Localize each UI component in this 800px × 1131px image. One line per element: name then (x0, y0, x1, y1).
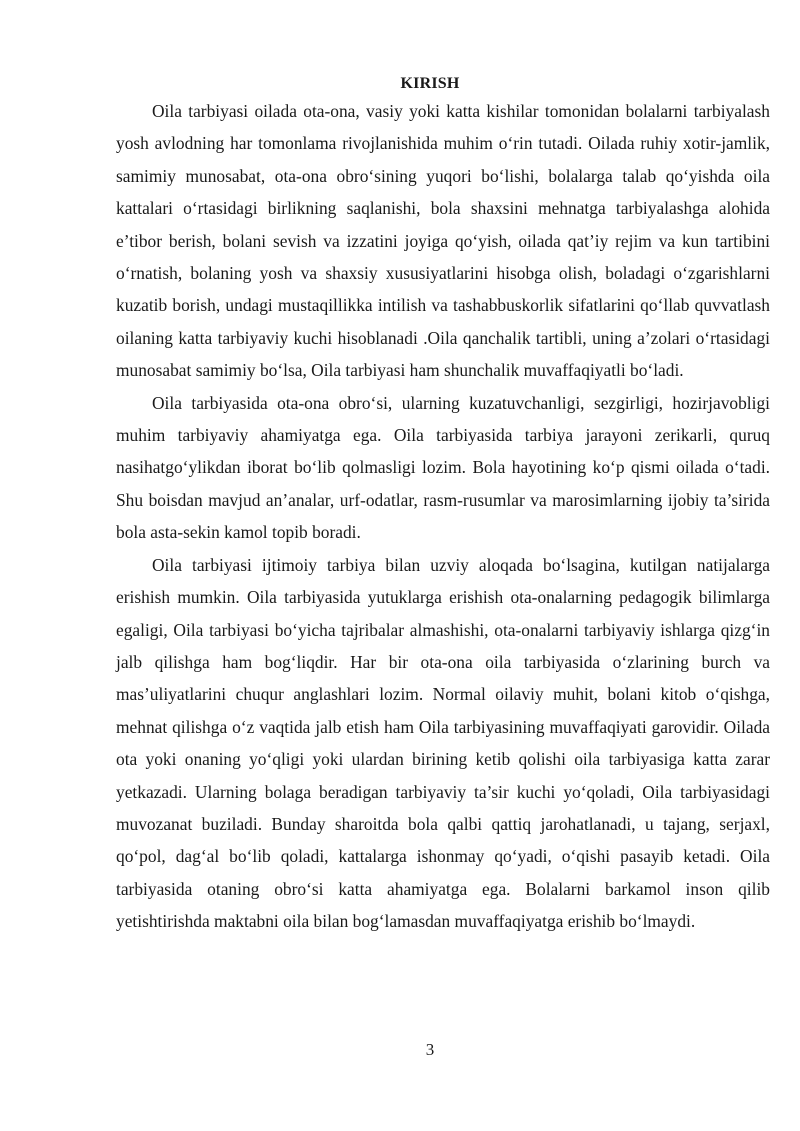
paragraph-2: Oila tarbiyasida ota-ona obro‘si, ularning kuzatuvchanligi, sezgirligi, hozirjavobligi muhim tarbiyaviy ahamiyatga ega. Oila tarbiyasida tarbiya jarayoni zerikarli, quruq nasihatgo‘ylikdan iborat bo‘lib qolmasligi lozim. Bola hayotining ko‘p qismi oilada o‘tadi. Shu boisdan mavjud an’analar, urf-odatlar, rasm-rusumlar va marosimlarning ijobiy ta’sirida bola asta-sekin kamol topib boradi. (116, 392, 770, 543)
paragraph-3: Oila tarbiyasi ijtimoiy tarbiya bilan uzviy aloqada bo‘lsagina, kutilgan natijalarga erishish mumkin. Oila tarbiyasida yutuklarga erishish ota-onalarning pedagogik bilimlarga egaligi, Oila tarbiyasi bo‘yicha tajribalar almashishi, ota-onalarni tarbiyaviy ishlarga qizg‘in jalb qilishga ham bog‘liqdir. Har bir ota-ona oila tarbiyasida o‘zlarining burch va mas’uliyatlarini chuqur anglashlari lozim. Normal oilaviy muhit, bolani kitob o‘qishga, mehnat qilishga o‘z vaqtida jalb etish ham Oila tarbiyasining muvaffaqiyati garovidir. Oilada ota yoki onaning yo‘qligi yoki ulardan birining ketib qolishi oila tarbiyasiga katta zarar yetkazadi. Ularning bolaga beradigan tarbiyaviy ta’sir kuchi yo‘qoladi, Oila tarbiyasidagi muvozanat buziladi. Bunday sharoitda bola qalbi qattiq jarohatlanadi, u tajang, serjaxl, qo‘pol, dag‘al bo‘lib qoladi, kattalarga ishonmay qo‘yadi, o‘qishi pasayib ketadi. Oila tarbiyasida otaning obro‘si katta ahamiyatga ega. Bolalarni barkamol inson qilib yetishtirishda maktabni oila bilan bog‘lamasdan muvaffaqiyatga erishib bo‘lmaydi. (116, 554, 770, 932)
body-text (116, 95, 770, 938)
page-title: KIRISH (400, 75, 460, 92)
paragraph-1: Oila tarbiyasi oilada ota-ona, vasiy yoki katta kishilar tomonidan bolalarni tarbiyalash yosh avlodning har tomonlama rivojlanishida muhim o‘rin tutadi. Oilada ruhiy xotir-jamlik, samimiy munosabat, ota-ona obro‘sining yuqori bo‘lishi, bolalarga talab qo‘yishda oila kattalari o‘rtasidagi birlikning saqlanishi, bola shaxsini mehnatga tarbiyalashga alohida e’tibor berish, bolani sevish va izzatini joyiga qo‘yish, oilada qat’iy rejim va kun tartibini o‘rnatish, bolaning yosh va shaxsiy xususiyatlarini hisobga olish, boladagi o‘zgarishlarni kuzatib borish, undagi mustaqillikka intilish va tashabbuskorlik sifatlarini qo‘llab quvvatlash oilaning katta tarbiyaviy kuchi hisoblanadi .Oila qanchalik tartibli, uning a’zolari o‘rtasidagi munosabat samimiy bo‘lsa, Oila tarbiyasi ham shunchalik muvaffaqiyatli bo‘ladi. (116, 101, 770, 381)
page-number: 3 (425, 1040, 435, 1059)
